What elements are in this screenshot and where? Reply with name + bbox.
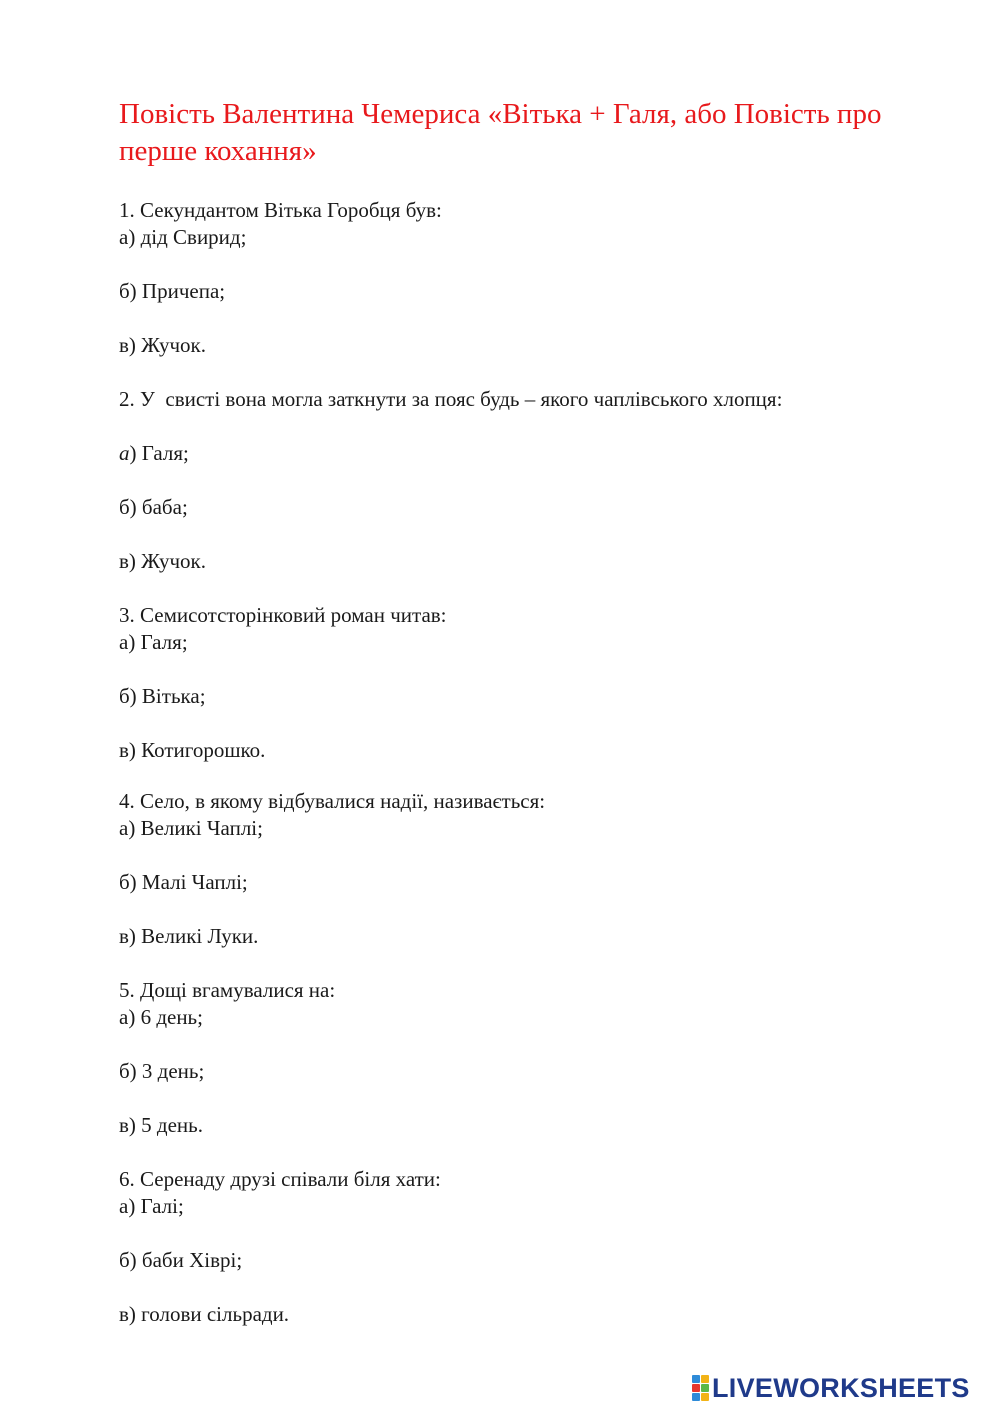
question-3-option-a: а) Галя;	[119, 630, 188, 654]
question-1-option-c: в) Жучок.	[119, 333, 206, 357]
logo-block	[701, 1393, 709, 1401]
question-2-option-a-text: ) Галя;	[129, 441, 189, 465]
logo-text: LIVEWORKSHEETS	[712, 1373, 970, 1403]
logo-block	[701, 1384, 709, 1392]
question-2: 2. У свисті вона могла заткнути за пояс будь – якого чаплівського хлопця:	[119, 387, 783, 411]
question-5-option-c: в) 5 день.	[119, 1113, 203, 1137]
logo-block	[692, 1384, 700, 1392]
document-title: Повість Валентина Чемериса «Вітька + Галя, або Повість про перше кохання»	[119, 98, 882, 167]
question-6-option-c: в) голови сільради.	[119, 1302, 290, 1326]
logo-blocks-icon	[692, 1375, 709, 1401]
question-2-option-a	[119, 440, 189, 466]
logo-block	[692, 1393, 700, 1401]
question-5: 5. Дощі вгамувалися на:	[119, 978, 336, 1002]
question-4-option-a: а) Великі Чаплі;	[119, 816, 263, 840]
question-2-option-b: б) баба;	[119, 495, 188, 519]
question-3: 3. Семисотсторінковий роман читав:	[119, 603, 447, 627]
logo-block	[701, 1375, 709, 1383]
question-3-option-b: б) Вітька;	[119, 684, 206, 708]
question-5-option-b: б) 3 день;	[119, 1059, 205, 1083]
question-6-option-b: б) баби Хіврі;	[119, 1248, 243, 1272]
logo-block	[692, 1375, 700, 1383]
question-6-option-a: а) Галі;	[119, 1194, 184, 1218]
question-6: 6. Серенаду друзі співали біля хати:	[119, 1167, 441, 1191]
question-1-option-b: б) Причепа;	[119, 279, 226, 303]
question-5-option-a: а) 6 день;	[119, 1005, 203, 1029]
liveworksheets-logo[interactable]	[692, 1373, 970, 1403]
question-1: 1. Секундантом Вітька Горобця був:	[119, 198, 442, 222]
question-2-option-a-letter: а	[119, 441, 130, 465]
question-1-option-a: а) дід Свирид;	[119, 225, 247, 249]
question-2-option-c: в) Жучок.	[119, 549, 206, 573]
question-4-option-c: в) Великі Луки.	[119, 924, 259, 948]
question-3-option-c: в) Котигорошко.	[119, 738, 266, 762]
question-4-option-b: б) Малі Чаплі;	[119, 870, 248, 894]
question-4: 4. Село, в якому відбувалися надії, називається:	[119, 789, 546, 813]
